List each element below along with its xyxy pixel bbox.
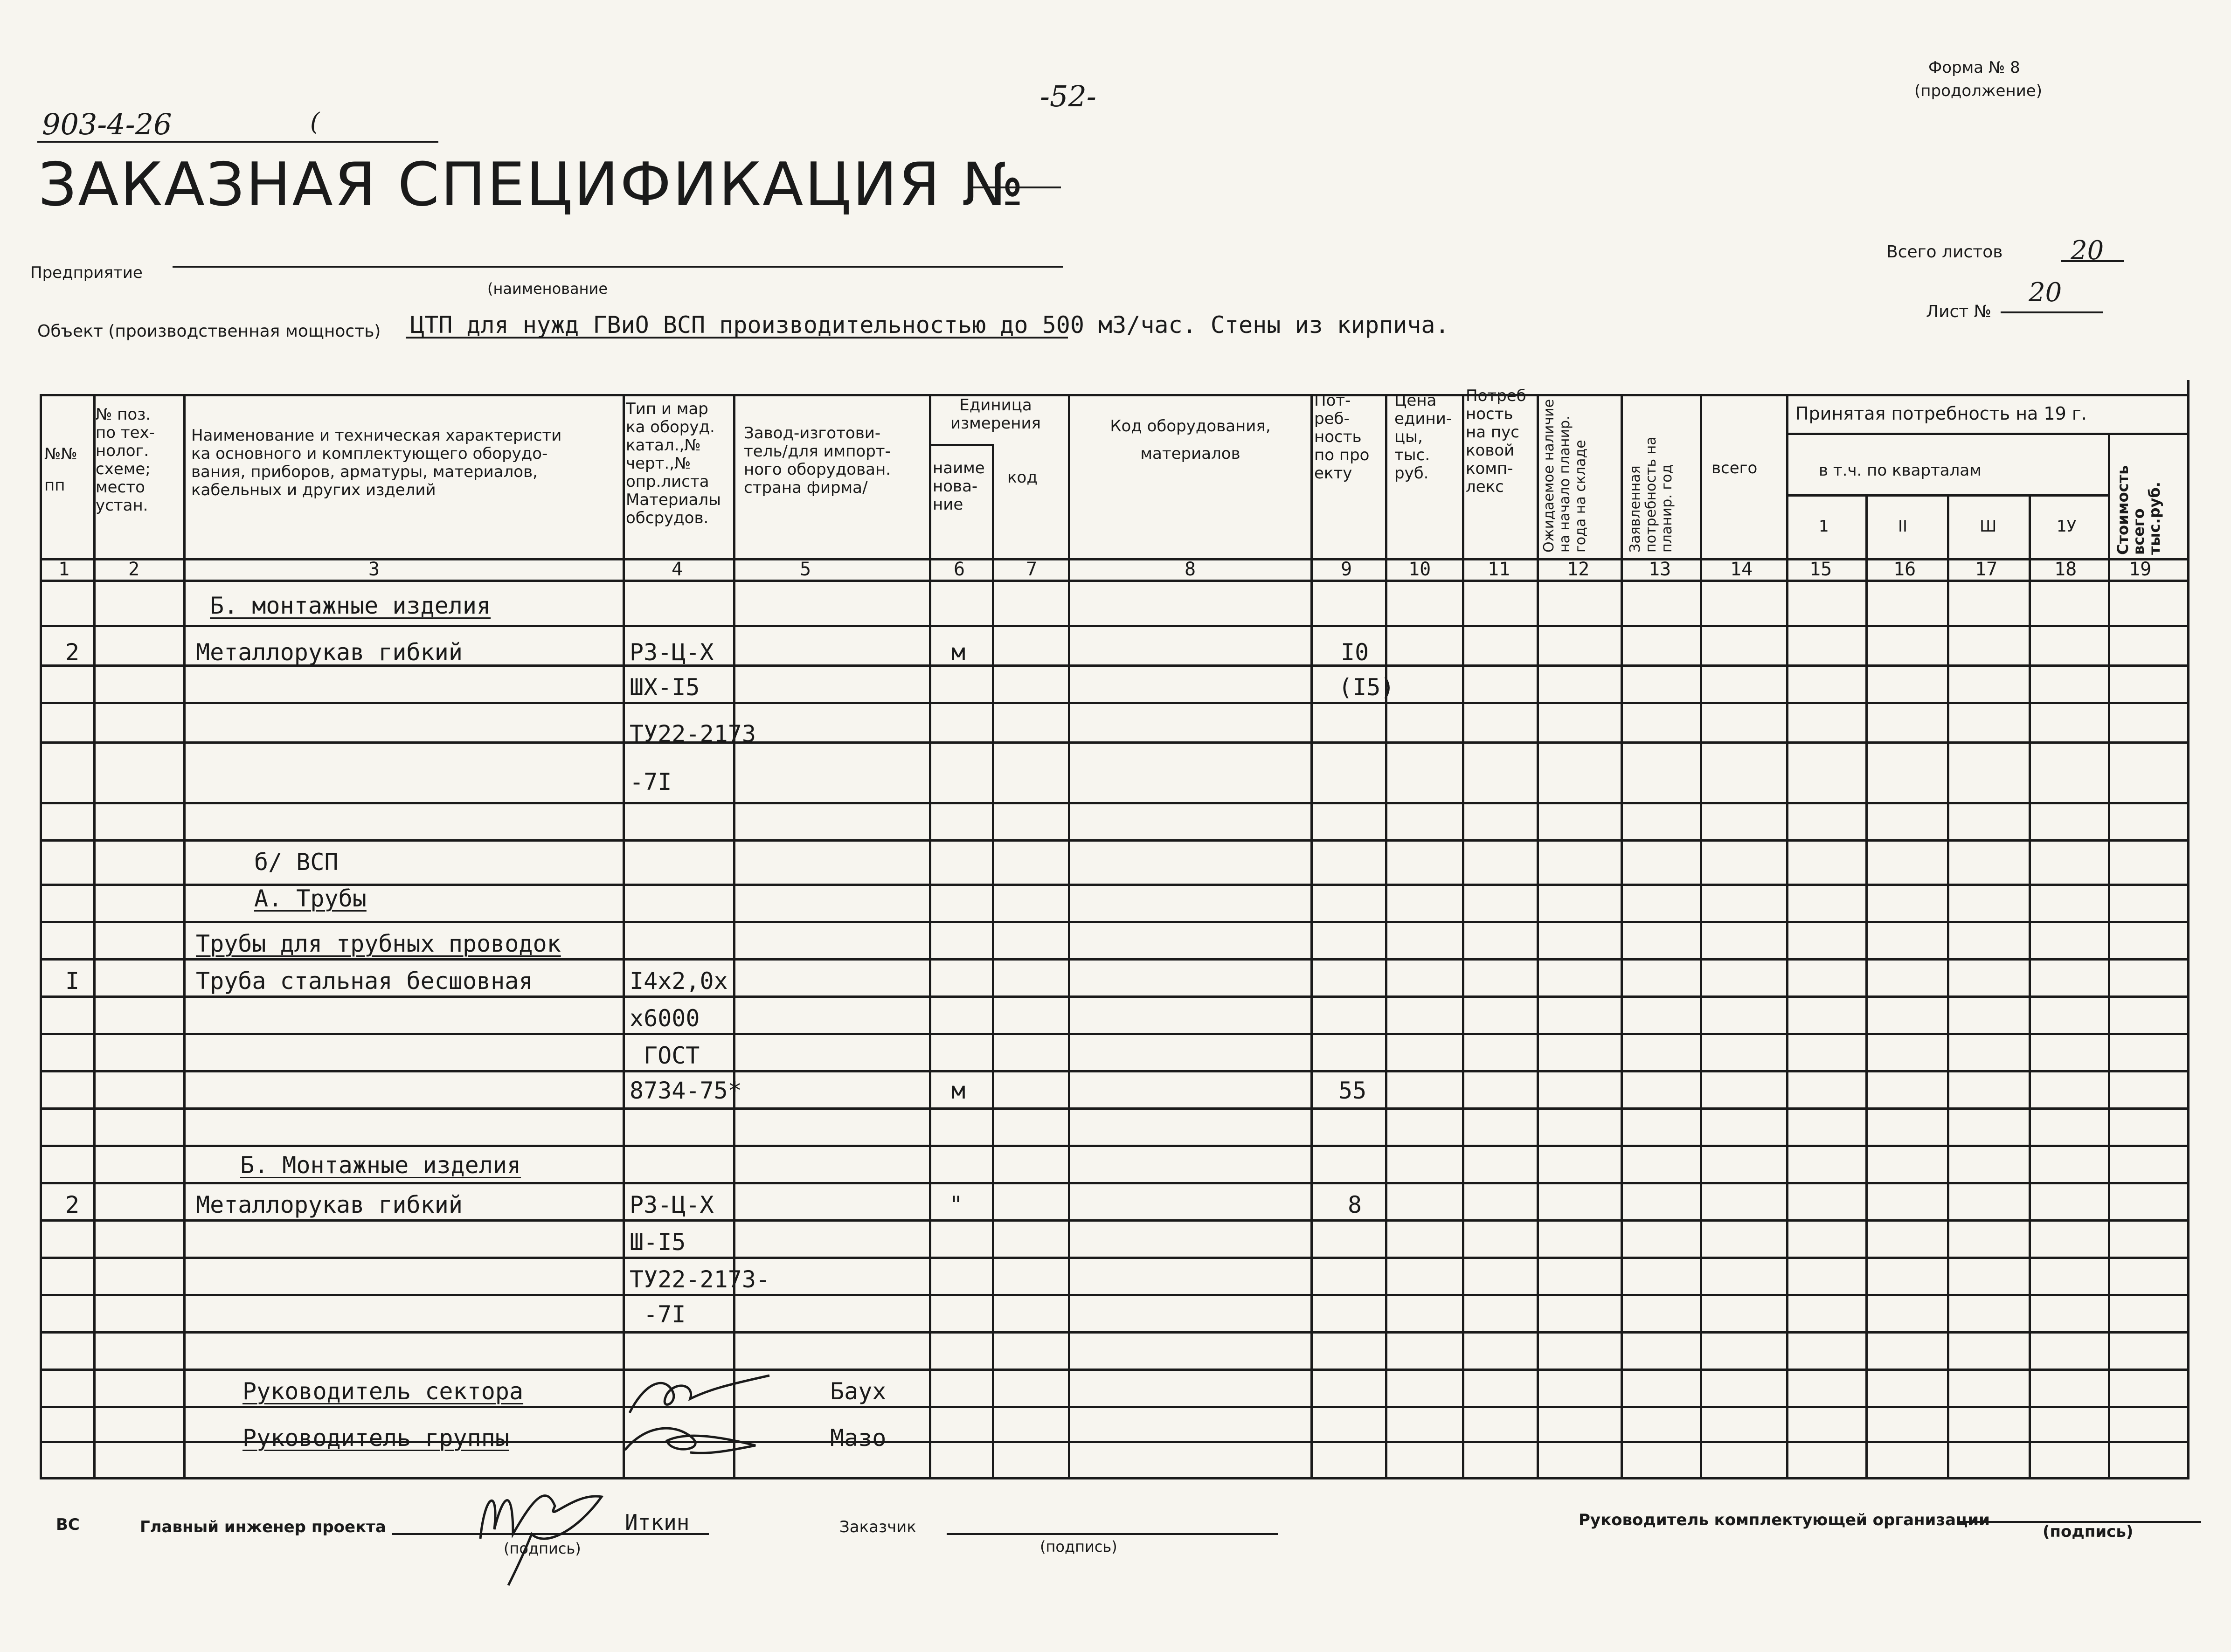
header-accepted: Принятая потребность на 19 г.	[1795, 403, 2087, 424]
customer-signature-sub: (подпись)	[1040, 1538, 1117, 1555]
header-col10: Цена едини- цы, тыс. руб.	[1394, 391, 1452, 483]
colnum-16: 16	[1893, 559, 1916, 580]
total-sheets-line	[2061, 260, 2124, 262]
item-qty: 8	[1348, 1191, 1362, 1218]
header-col3: Наименование и техническая характеристи ка основного и комплектующего оборудо- вания, приборов, арматуры, материалов, кабельных и других изделий	[191, 426, 562, 499]
item-type: -7I	[630, 768, 672, 795]
header-col8: Код оборудования, материалов	[1110, 417, 1271, 463]
total-sheets-label: Всего листов	[1886, 242, 2003, 262]
header-col4: Тип и мар ка оборуд. катал.,№ черт.,№ опр.листа Материалы обсрудов.	[626, 400, 721, 527]
section-heading: Трубы для трубных проводок	[196, 930, 561, 957]
chief-signature-sub: (подпись)	[504, 1540, 581, 1557]
header-col5: Завод-изготови- тель/для импорт- ного оборудован. страна фирма/	[744, 424, 891, 497]
colnum-17: 17	[1975, 559, 1998, 580]
item-name: Металлорукав гибкий	[196, 1191, 463, 1218]
item-unit: "	[949, 1191, 963, 1218]
item-name: Труба стальная бесшовная	[196, 968, 533, 995]
row-number: 2	[65, 1191, 80, 1218]
object-value: ЦТП для нужд ГВиО ВСП производительностью до 500 м3/час. Стены из кирпича.	[410, 311, 1449, 339]
item-type: ГОСТ	[644, 1042, 700, 1069]
item-type: РЗ-Ц-Х	[630, 1191, 714, 1218]
header-col9: Пот- реб- ность по про екту	[1314, 391, 1370, 483]
signature-sector-head	[616, 1357, 783, 1464]
enterprise-line	[173, 266, 1063, 268]
item-type: I4х2,0х	[630, 968, 728, 995]
header-unit: Единица измерения	[950, 396, 1041, 433]
signature-chief-engineer	[462, 1464, 616, 1590]
customer-line	[947, 1533, 1278, 1535]
item-name: Металлорукав гибкий	[196, 639, 463, 666]
group-head-label: Руководитель группы	[242, 1424, 509, 1452]
colnum-14: 14	[1730, 559, 1753, 580]
object-line	[406, 337, 1068, 339]
header-by-quarters: в т.ч. по кварталам	[1819, 461, 1982, 480]
object-label: Объект (производственная мощность)	[37, 322, 381, 341]
header-col19: Стоимость всего тыс.руб.	[2114, 465, 2163, 555]
colnum-10: 10	[1408, 559, 1431, 580]
group-head-name: Мазо	[830, 1424, 887, 1452]
header-col14: всего	[1711, 459, 1758, 477]
item-type: х6000	[630, 1005, 700, 1032]
item-unit: м	[951, 1077, 966, 1104]
sheet-line	[2001, 311, 2103, 313]
header-col13: Заявленная потребность на планир. год	[1627, 436, 1675, 553]
item-type: -7I	[644, 1301, 686, 1328]
total-sheets-value: 20	[2071, 235, 2104, 266]
header-q1: 1	[1819, 517, 1829, 536]
footer-code: ВС	[56, 1515, 80, 1534]
header-col7: код	[1007, 468, 1038, 487]
section-heading: б/ ВСП	[254, 849, 339, 876]
page-title: ЗАКАЗНАЯ СПЕЦИФИКАЦИЯ №	[38, 150, 1025, 220]
customer-label: Заказчик	[839, 1518, 916, 1536]
item-qty: 55	[1338, 1077, 1367, 1104]
item-qty: (I5)	[1338, 674, 1395, 701]
doc-code-underline	[37, 141, 438, 143]
section-heading: А. Трубы	[254, 885, 367, 912]
form-continuation: (продолжение)	[1914, 82, 2042, 100]
item-type: ШХ-I5	[630, 674, 700, 701]
chief-engineer-label: Главный инженер проекта	[140, 1518, 386, 1536]
sheet-value: 20	[2029, 277, 2062, 308]
sector-head-label: Руководитель сектора	[242, 1378, 524, 1405]
colnum-3: 3	[368, 559, 380, 580]
enterprise-label: Предприятие	[30, 263, 143, 282]
row-number: 2	[65, 639, 80, 666]
header-col1: №№ пп	[44, 445, 77, 495]
section-heading: Б. Монтажные изделия	[240, 1152, 521, 1179]
header-col2: № поз. по тех- нолог. схеме; место устан.	[96, 405, 155, 515]
form-label: Форма № 8	[1928, 58, 2020, 77]
item-type: РЗ-Ц-Х	[630, 639, 714, 666]
colnum-9: 9	[1341, 559, 1352, 580]
sector-head-name: Баух	[830, 1378, 887, 1405]
enterprise-sub: (наименование	[487, 280, 608, 297]
sheet-label: Лист №	[1926, 302, 1992, 321]
header-col12: Ожидаемое наличие на начало планир. года на складе	[1541, 399, 1589, 553]
colnum-18: 18	[2054, 559, 2077, 580]
colnum-6: 6	[954, 559, 965, 580]
item-qty: I0	[1341, 639, 1369, 666]
header-q4: 1У	[2057, 517, 2077, 536]
item-type: 8734-75*	[630, 1077, 742, 1104]
colnum-5: 5	[800, 559, 811, 580]
doc-code: 903-4-26	[42, 107, 172, 141]
item-type: Ш-I5	[630, 1229, 686, 1256]
colnum-4: 4	[672, 559, 683, 580]
page-number: -52-	[1040, 79, 1096, 113]
colnum-19: 19	[2129, 559, 2152, 580]
colnum-2: 2	[128, 559, 140, 580]
colnum-12: 12	[1567, 559, 1590, 580]
title-number-line	[972, 187, 1061, 188]
colnum-1: 1	[58, 559, 70, 580]
header-q3: Ш	[1980, 517, 1997, 536]
header-col11: Потреб ность на пус ковой комп- лекс	[1466, 387, 1526, 496]
doc-code-mark: (	[310, 108, 320, 136]
header-col6: наиме нова- ние	[933, 459, 985, 514]
row-number: I	[65, 968, 80, 995]
item-type: ТУ22-2173-	[630, 1266, 770, 1293]
colnum-7: 7	[1026, 559, 1038, 580]
item-unit: м	[951, 639, 966, 666]
chief-engineer-name: Иткин	[625, 1510, 690, 1535]
item-type: ТУ22-2173	[630, 720, 756, 747]
colnum-11: 11	[1488, 559, 1510, 580]
supplier-label: Руководитель комплектующей организации	[1579, 1511, 1990, 1529]
colnum-8: 8	[1185, 559, 1196, 580]
colnum-15: 15	[1809, 559, 1832, 580]
section-heading: Б. монтажные изделия	[210, 592, 491, 619]
supplier-signature-sub: (подпись)	[2043, 1522, 2134, 1541]
colnum-13: 13	[1649, 559, 1671, 580]
header-q2: II	[1898, 517, 1908, 536]
